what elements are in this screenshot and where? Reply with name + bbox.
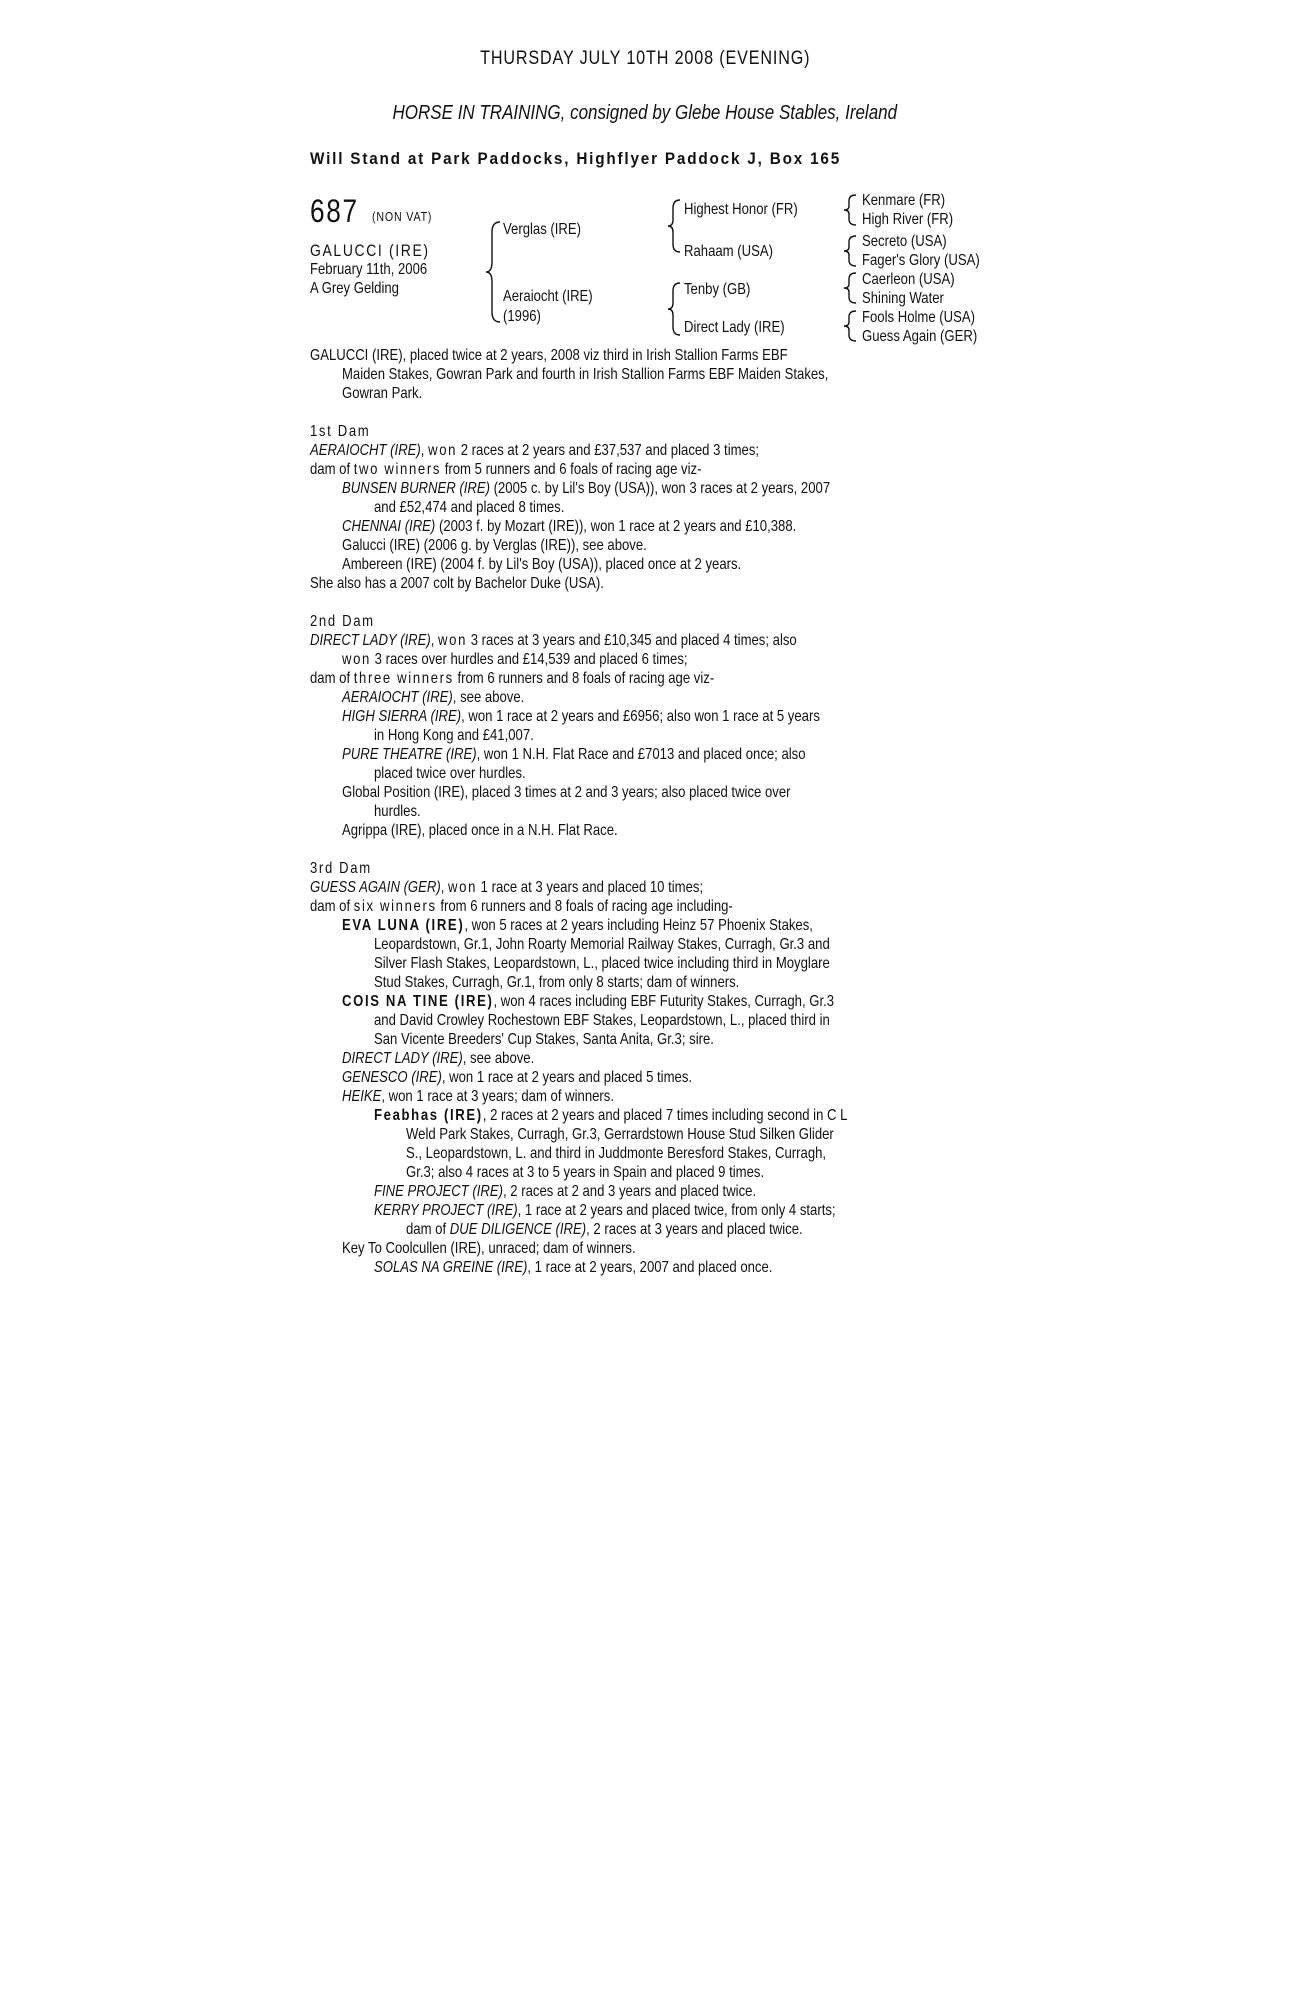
second-dam-line: HIGH SIERRA (IRE), won 1 race at 2 years and £6956; also won 1 race at 5 years	[342, 708, 820, 725]
stand-location: Will Stand at Park Paddocks, Highflyer Paddock J, Box 165	[310, 149, 841, 168]
first-dam-line: and £52,474 and placed 8 times.	[374, 499, 565, 516]
third-dam-line: SOLAS NA GREINE (IRE), 1 race at 2 years, 2007 and placed once.	[374, 1259, 773, 1276]
summary-line: GALUCCI (IRE), placed twice at 2 years, 2008 viz third in Irish Stallion Farms EBF	[310, 347, 788, 364]
pedigree-dam-dam: Direct Lady (IRE)	[684, 319, 785, 336]
second-dam-line: won 3 races over hurdles and £14,539 and placed 6 times;	[342, 651, 688, 668]
pedigree-sds: Secreto (USA)	[862, 233, 947, 250]
second-dam-line: PURE THEATRE (IRE), won 1 N.H. Flat Race and £7013 and placed once; also	[342, 746, 806, 763]
pedigree-dds: Fools Holme (USA)	[862, 309, 976, 326]
pedigree-sire: Verglas (IRE)	[503, 221, 582, 238]
pedigree-sire-dam: Rahaam (USA)	[684, 243, 773, 260]
third-dam-heading: 3rd Dam	[310, 860, 372, 877]
second-dam-line: in Hong Kong and £41,007.	[374, 727, 534, 744]
third-dam-line: dam of six winners from 6 runners and 8 foals of racing age including-	[310, 898, 733, 915]
pedigree-dam: Aeraiocht (IRE)	[503, 288, 593, 305]
third-dam-line: S., Leopardstown, L. and third in Juddmonte Beresford Stakes, Curragh,	[406, 1145, 827, 1162]
pedigree-sdd: Fager's Glory (USA)	[862, 252, 980, 269]
pedigree-brace-gen1	[486, 222, 500, 322]
summary-line: Gowran Park.	[342, 385, 423, 402]
pedigree-brace-sire	[668, 200, 680, 252]
pedigree-brace-ss	[844, 195, 856, 225]
pedigree-sire-sire: Highest Honor (FR)	[684, 201, 798, 218]
third-dam-line: Stud Stakes, Curragh, Gr.1, from only 8 starts; dam of winners.	[374, 974, 740, 991]
first-dam-heading: 1st Dam	[310, 423, 371, 440]
third-dam-line: San Vicente Breeders' Cup Stakes, Santa Anita, Gr.3; sire.	[374, 1031, 714, 1048]
pedigree-brace-sd	[844, 236, 856, 266]
pedigree-brace-dam	[668, 283, 680, 335]
first-dam-line: Galucci (IRE) (2006 g. by Verglas (IRE)), see above.	[342, 537, 647, 554]
consignor-line: HORSE IN TRAINING, consigned by Glebe House Stables, Ireland	[392, 102, 898, 124]
second-dam-line: Agrippa (IRE), placed once in a N.H. Flat Race.	[342, 822, 618, 839]
pedigree-ssd: High River (FR)	[862, 211, 954, 228]
pedigree-brace-dd	[844, 311, 856, 341]
second-dam-line: DIRECT LADY (IRE), won 3 races at 3 years and £10,345 and placed 4 times; also	[310, 632, 797, 649]
pedigree-ddd: Guess Again (GER)	[862, 328, 978, 345]
summary-line: Maiden Stakes, Gowran Park and fourth in Irish Stallion Farms EBF Maiden Stakes,	[342, 366, 829, 383]
second-dam-line: dam of three winners from 6 runners and 8 foals of racing age viz-	[310, 670, 715, 687]
pedigree-brace-ds	[844, 273, 856, 303]
third-dam-line: and David Crowley Rochestown EBF Stakes, Leopardstown, L., placed third in	[374, 1012, 830, 1029]
second-dam-line: AERAIOCHT (IRE), see above.	[342, 689, 525, 706]
first-dam-line: BUNSEN BURNER (IRE) (2005 c. by Lil's Boy (USA)), won 3 races at 2 years, 2007	[342, 480, 831, 497]
third-dam-line: HEIKE, won 1 race at 3 years; dam of winners.	[342, 1088, 614, 1105]
third-dam-line: DIRECT LADY (IRE), see above.	[342, 1050, 535, 1067]
horse-description: A Grey Gelding	[310, 280, 399, 297]
pedigree-braces	[0, 0, 1290, 360]
third-dam-line: GUESS AGAIN (GER), won 1 race at 3 years and placed 10 times;	[310, 879, 704, 896]
first-dam-line: She also has a 2007 colt by Bachelor Duke (USA).	[310, 575, 604, 592]
third-dam-line: Leopardstown, Gr.1, John Roarty Memorial Railway Stakes, Curragh, Gr.3 and	[374, 936, 830, 953]
second-dam-line: hurdles.	[374, 803, 421, 820]
sale-date: THURSDAY JULY 10TH 2008 (EVENING)	[479, 48, 811, 69]
pedigree-dsd: Shining Water	[862, 290, 944, 307]
second-dam-line: placed twice over hurdles.	[374, 765, 526, 782]
foaling-date: February 11th, 2006	[310, 261, 428, 278]
pedigree-sss: Kenmare (FR)	[862, 192, 946, 209]
third-dam-line: Silver Flash Stakes, Leopardstown, L., placed twice including third in Moyglare	[374, 955, 830, 972]
third-dam-line: dam of DUE DILIGENCE (IRE), 2 races at 3 years and placed twice.	[406, 1221, 803, 1238]
lot-number: 687	[310, 193, 359, 229]
horse-name: GALUCCI (IRE)	[310, 241, 430, 260]
first-dam-line: dam of two winners from 5 runners and 6 foals of racing age viz-	[310, 461, 702, 478]
second-dam-line: Global Position (IRE), placed 3 times at 2 and 3 years; also placed twice over	[342, 784, 791, 801]
first-dam-line: Ambereen (IRE) (2004 f. by Lil's Boy (USA)), placed once at 2 years.	[342, 556, 742, 573]
third-dam-line: EVA LUNA (IRE), won 5 races at 2 years including Heinz 57 Phoenix Stakes,	[342, 917, 813, 934]
third-dam-line: FINE PROJECT (IRE), 2 races at 2 and 3 years and placed twice.	[374, 1183, 757, 1200]
first-dam-line: AERAIOCHT (IRE), won 2 races at 2 years and £37,537 and placed 3 times;	[310, 442, 760, 459]
third-dam-line: COIS NA TINE (IRE), won 4 races including EBF Futurity Stakes, Curragh, Gr.3	[342, 993, 835, 1010]
second-dam-heading: 2nd Dam	[310, 613, 375, 630]
third-dam-line: Weld Park Stakes, Curragh, Gr.3, Gerrardstown House Stud Silken Glider	[406, 1126, 834, 1143]
pedigree-dss: Caerleon (USA)	[862, 271, 955, 288]
pedigree-dam-sire: Tenby (GB)	[684, 281, 751, 298]
vat-status: (NON VAT)	[372, 209, 433, 224]
third-dam-line: Key To Coolcullen (IRE), unraced; dam of winners.	[342, 1240, 636, 1257]
third-dam-line: KERRY PROJECT (IRE), 1 race at 2 years and placed twice, from only 4 starts;	[374, 1202, 836, 1219]
third-dam-line: Feabhas (IRE), 2 races at 2 years and placed 7 times including second in C L	[374, 1107, 848, 1124]
first-dam-line: CHENNAI (IRE) (2003 f. by Mozart (IRE)), won 1 race at 2 years and £10,388.	[342, 518, 797, 535]
third-dam-line: Gr.3; also 4 races at 3 to 5 years in Spain and placed 9 times.	[406, 1164, 765, 1181]
third-dam-line: GENESCO (IRE), won 1 race at 2 years and placed 5 times.	[342, 1069, 693, 1086]
pedigree-dam-year: (1996)	[503, 308, 541, 325]
